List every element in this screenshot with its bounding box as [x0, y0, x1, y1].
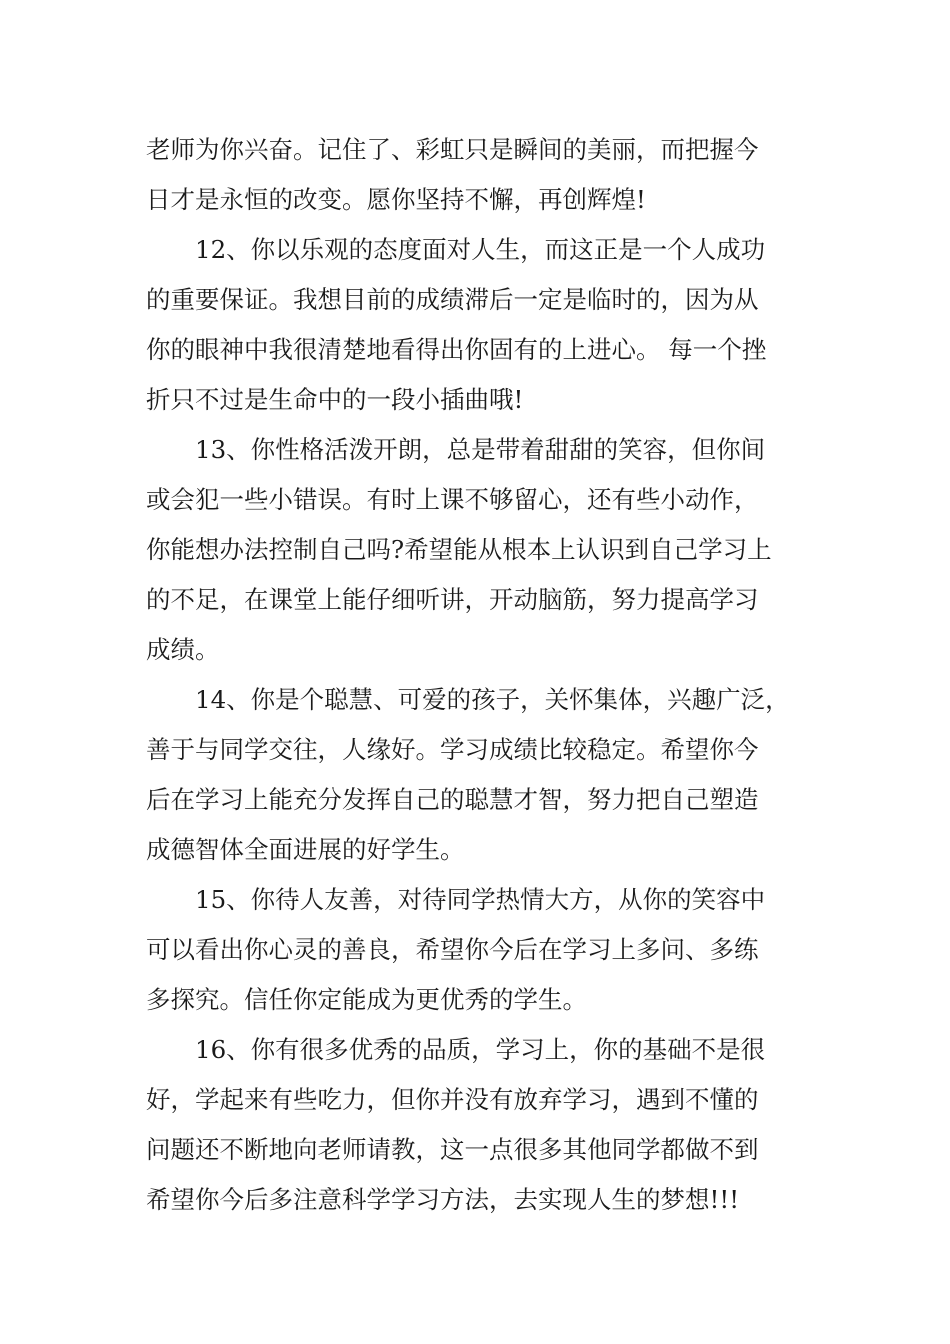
paragraph-16: 16、你有很多优秀的品质，学习上，你的基础不是很 好，学起来有些吃力，但你并没有放弃学习，遇到不懂的 问题还不断地向老师请教，这一点很多其他同学都做不到 希望你今后多注意科学学习方法，去实现人生的梦想!!!	[146, 1035, 766, 1214]
paragraph-13: 13、你性格活泼开朗，总是带着甜甜的笑容，但你间 或会犯一些小错误。有时上课不够留心，还有些小动作， 你能想办法控制自己吗?希望能从根本上认识到自己学习上 的不足，在课堂上能仔细听讲，开动脑筋，努力提高学习 成绩。	[146, 435, 772, 664]
paragraph-14: 14、你是个聪慧、可爱的孩子，关怀集体，兴趣广泛， 善于与同学交往，人缘好。学习成绩比较稳定。希望你今 后在学习上能充分发挥自己的聪慧才智，努力把自己塑造 成德智体全面进展的好学生。	[146, 685, 790, 864]
paragraph-12: 12、你以乐观的态度面对人生，而这正是一个人成功 的重要保证。我想目前的成绩滞后一定是临时的，因为从 你的眼神中我很清楚地看得出你固有的上进心。 每一个挫 折只不过是生命中的一段小插曲哦!	[146, 235, 767, 414]
paragraph-15: 15、你待人友善，对待同学热情大方，从你的笑容中 可以看出你心灵的善良，希望你今后在学习上多问、多练 多探究。信任你定能成为更优秀的学生。	[146, 885, 766, 1014]
paragraph-continuation: 老师为你兴奋。记住了、彩虹只是瞬间的美丽，而把握今 日才是永恒的改变。愿你坚持不懈，再创辉煌!	[146, 135, 759, 214]
document-body	[146, 125, 826, 1225]
